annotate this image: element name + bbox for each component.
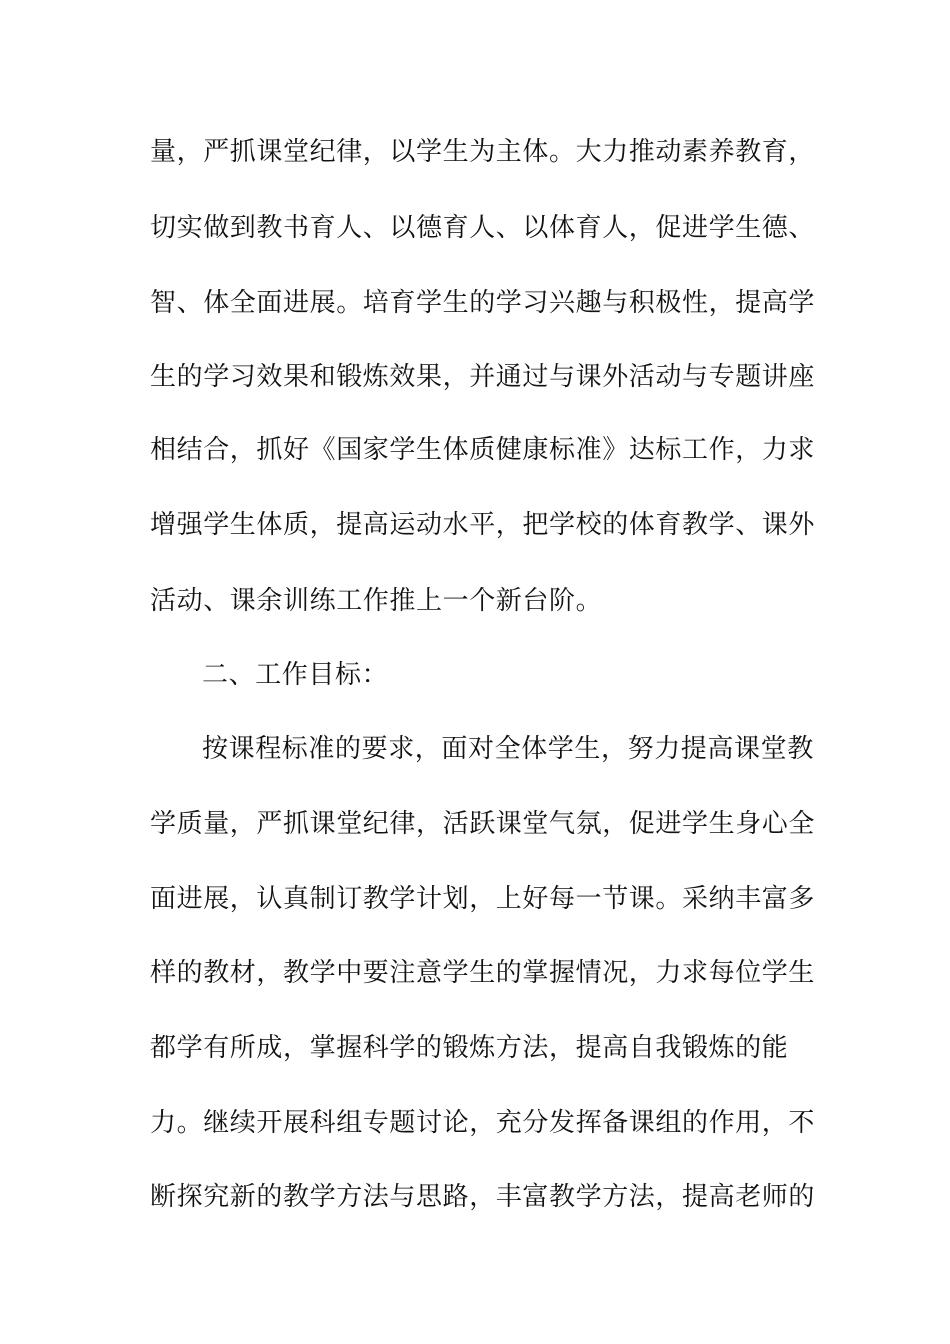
paragraph-line: 按课程标准的要求，面对全体学生，努力提高课堂教: [202, 734, 814, 764]
paragraph-line: 断探究新的教学方法与思路，丰富教学方法，提高老师的: [150, 1182, 816, 1212]
paragraph-line: 都学有所成，掌握科学的锻炼方法，提高自我锻炼的能: [150, 1033, 789, 1063]
paragraph-line: 生的学习效果和锻炼效果，并通过与课外活动与专题讲座: [150, 362, 816, 392]
paragraph-line: 智、体全面进展。培育学生的学习兴趣与积极性，提高学: [150, 288, 816, 318]
paragraph-line: 切实做到教书育人、以德育人、以体育人，促进学生德、: [150, 213, 816, 243]
paragraph-line: 增强学生体质，提高运动水平，把学校的体育教学、课外: [150, 510, 816, 540]
section-heading: 二、工作目标：: [202, 660, 389, 690]
paragraph-line: 面进展，认真制订教学计划，上好每一节课。采纳丰富多: [150, 884, 816, 914]
paragraph-line: 力。继续开展科组专题讨论，充分发挥备课组的作用，不: [150, 1108, 816, 1138]
paragraph-line: 样的教材，教学中要注意学生的掌握情况，力求每位学生: [150, 958, 816, 988]
paragraph-line: 活动、课余训练工作推上一个新台阶。: [150, 586, 603, 616]
paragraph-line: 相结合，抓好《国家学生体质健康标准》达标工作，力求: [150, 435, 816, 465]
paragraph-line: 量，严抓课堂纪律，以学生为主体。大力推动素养教育，: [150, 137, 816, 167]
paragraph-line: 学质量，严抓课堂纪律，活跃课堂气氛，促进学生身心全: [150, 809, 816, 839]
